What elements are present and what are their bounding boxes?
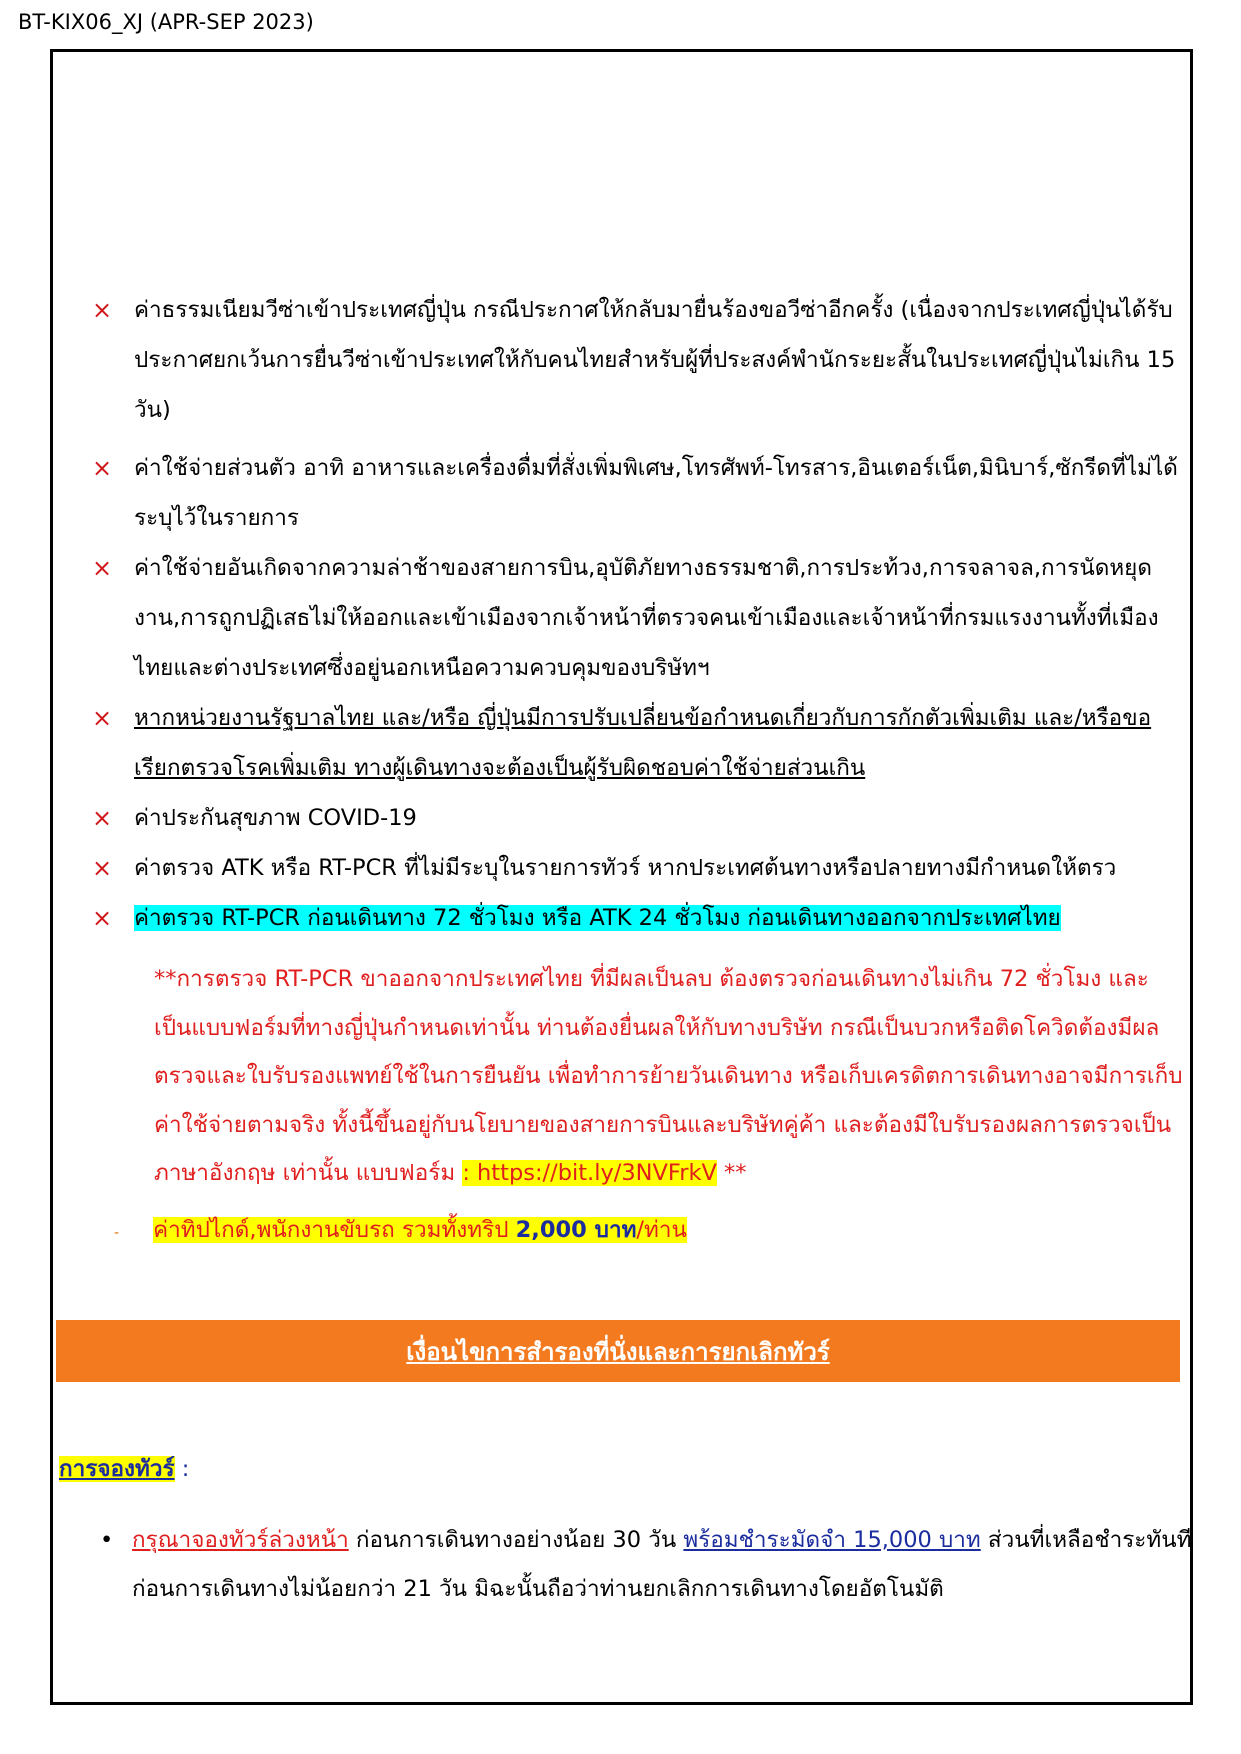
exclusion-item-visa (92, 285, 1182, 435)
form-link[interactable]: : https://bit.ly/3NVFrkV (462, 1160, 717, 1186)
exclusion-text: หากหน่วยงานรัฐบาลไทย และ/หรือ ญี่ปุ่นมีการปรับเปลี่ยนข้อกำหนดเกี่ยวกับการกักตัวเพิ่มเติม และ/หรือขอเรียกตรวจโรคเพิ่มเติม ทางผู้เดินทางจะต้องเป็นผู้รับผิดชอบค่าใช้จ่ายส่วนเกิน (134, 705, 1152, 781)
tip-text (153, 1217, 687, 1243)
tip-unit: /ท่าน (636, 1217, 687, 1243)
booking-colon: : (174, 1456, 190, 1482)
exclusion-text: ค่าตรวจ ATK หรือ RT-PCR ที่ไม่มีระบุในรายการทัวร์ หากประเทศต้นทางหรือปลายทางมีกำหนดให้ตรว (134, 855, 1117, 881)
exclusion-item-atk (92, 843, 1182, 893)
tip-line (114, 1212, 687, 1251)
bullet-icon: • (100, 1527, 114, 1553)
booking-remainder: ส่วนที่เหลือชำระทันทีก่อนการเดินทางไม่น้อยกว่า 21 วัน มิฉะนั้นถือว่าท่านยกเลิกการเดินทางโดยอัตโนมัติ (132, 1527, 1192, 1602)
cross-icon: × (92, 854, 113, 882)
tip-amount: 2,000 บาท (515, 1217, 637, 1243)
pcr-note-tail: ** (716, 1160, 747, 1186)
cross-icon: × (92, 804, 113, 832)
exclusion-text: ค่าตรวจ RT-PCR ก่อนเดินทาง 72 ชั่วโมง หรือ ATK 24 ชั่วโมง ก่อนเดินทางออกจากประเทศไทย (134, 905, 1061, 931)
document-code: BT-KIX06_XJ (APR-SEP 2023) (18, 10, 314, 34)
dash-marker: - (114, 1225, 120, 1241)
exclusion-item-government (92, 693, 1182, 793)
cross-icon: × (92, 704, 113, 732)
cross-icon: × (92, 904, 113, 932)
booking-label: การจองทัวร์ (59, 1456, 175, 1482)
exclusion-item-rtpcr (92, 893, 1182, 943)
section-title: เงื่อนไขการสำรองที่นั่งและการยกเลิกทัวร์ (406, 1337, 830, 1366)
booking-heading (59, 1450, 189, 1486)
pcr-note-text: **การตรวจ RT-PCR ขาออกจากประเทศไทย ที่มีผลเป็นลบ ต้องตรวจก่อนเดินทางไม่เกิน 72 ชั่วโมง และเป็นแบบฟอร์มที่ทางญี่ปุ่นกำหนดเท่านั้น ท่านต้องยื่นผลให้กับทางบริษัท กรณีเป็นบวกหรือติดโควิดต้องมีผลตรวจและใบรับรองแพทย์ใช้ในการยืนยัน เพื่อทำการย้ายวันเดินทาง หรือเก็บเครดิตการเดินทางอาจมีการเก็บค่าใช้จ่ายตามจริง ทั้งนี้ขึ้นอยู่กับนโยบายของสายการบินและบริษัทคู่ค้า และต้องมีใบรับรองผลการตรวจเป็นภาษาอังกฤษ เท่านั้น แบบฟอร์ม (154, 966, 1183, 1186)
booking-min-days: ก่อนการเดินทางอย่างน้อย 30 วัน (348, 1527, 684, 1553)
booking-deposit: พร้อมชำระมัดจำ 15,000 บาท (683, 1527, 981, 1553)
exclusion-text: ค่าประกันสุขภาพ COVID-19 (134, 805, 417, 831)
cross-icon: × (92, 296, 113, 324)
cross-icon: × (92, 554, 113, 582)
exclusion-item-insurance (92, 793, 1182, 843)
booking-advance-text: กรุณาจองทัวร์ล่วงหน้า (132, 1527, 349, 1553)
exclusion-text: ค่าใช้จ่ายส่วนตัว อาทิ อาหารและเครื่องดื่มที่สั่งเพิ่มพิเศษ,โทรศัพท์-โทรสาร,อินเตอร์เน็ต,มินิบาร์,ซักรีดที่ไม่ได้ระบุไว้ในรายการ (134, 455, 1178, 531)
exclusion-item-delay (92, 543, 1182, 693)
exclusion-text: ค่าธรรมเนียมวีซ่าเข้าประเทศญี่ปุ่น กรณีประกาศให้กลับมายื่นร้องขอวีซ่าอีกครั้ง (เนื่องจากประเทศญี่ปุ่นได้รับประกาศยกเว้นการยื่นวีซ่าเข้าประเทศให้กับคนไทยสำหรับผู้ที่ประสงค์พำนักระยะสั้นในประเทศญี่ปุ่นไม่เกิน 15 วัน) (134, 297, 1176, 423)
pcr-note (154, 955, 1184, 1198)
booking-bullet-item (100, 1516, 1214, 1614)
cross-icon: × (92, 454, 113, 482)
exclusion-text: ค่าใช้จ่ายอันเกิดจากความล่าช้าของสายการบิน,อุบัติภัยทางธรรมชาติ,การประท้วง,การจลาจล,การนัดหยุดงาน,การถูกปฏิเสธไม่ให้ออกและเข้าเมืองจากเจ้าหน้าที่ตรวจคนเข้าเมืองและเจ้าหน้าที่กรมแรงงานทั้งที่เมืองไทยและต่างประเทศซึ่งอยู่นอกเหนือความควบคุมของบริษัทฯ (134, 555, 1159, 681)
exclusions-list (92, 285, 1182, 943)
exclusion-item-personal (92, 443, 1182, 543)
tip-label: ค่าทิปไกด์,พนักงานขับรถ รวมทั้งทริป (153, 1217, 516, 1243)
section-header-bar (56, 1320, 1180, 1382)
